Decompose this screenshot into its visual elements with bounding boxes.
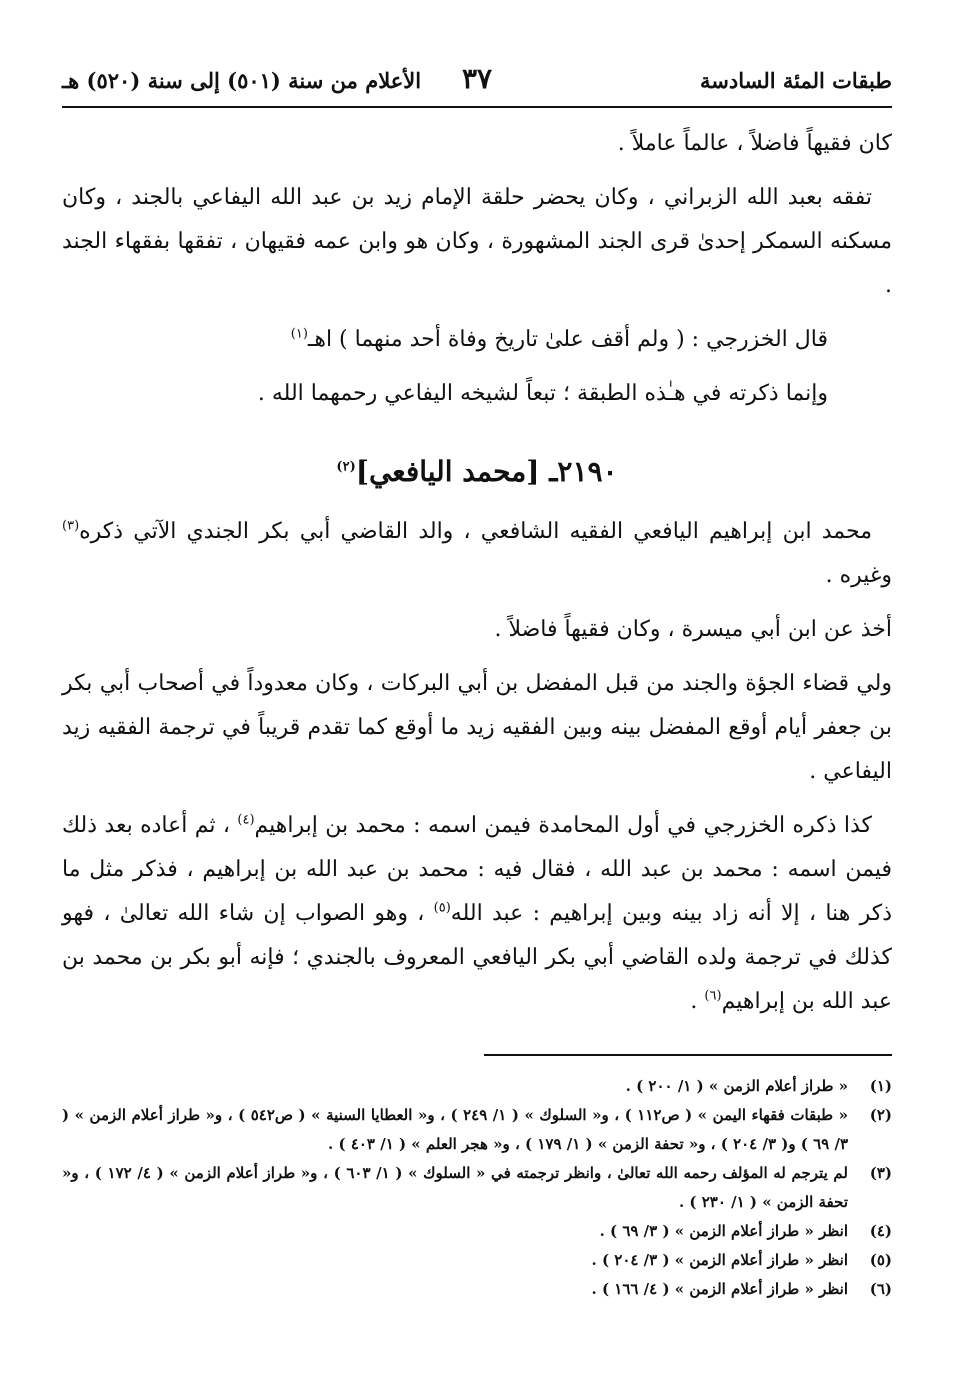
paragraph	[62, 122, 892, 166]
footnote-text: انظر « طراز أعلام الزمن » ( ٣/ ٢٠٤ ) .	[591, 1251, 848, 1269]
running-header	[62, 62, 892, 98]
paragraph	[62, 372, 892, 416]
footnote-text: انظر « طراز أعلام الزمن » ( ٣/ ٦٩ ) .	[599, 1222, 848, 1240]
main-text	[62, 122, 892, 1034]
paragraph	[62, 662, 892, 794]
paragraph	[62, 510, 892, 598]
paragraph-text: محمد ابن إبراهيم اليافعي الفقيه الشافعي ، والد القاضي أبي بكر الجندي الآتي ذكره	[79, 519, 872, 544]
footnote-divider	[484, 1054, 892, 1056]
footnote-text: انظر « طراز أعلام الزمن » ( ٤/ ١٦٦ ) .	[591, 1280, 848, 1298]
footnote-number: (٣)	[869, 1164, 892, 1182]
paragraph-text: كذا ذكره الخزرجي في أول المحامدة فيمن اسمه : محمد بن إبراهيم	[254, 813, 873, 838]
footnote-ref[interactable]: (٣)	[62, 518, 80, 534]
paragraph-text: قال الخزرجي : ( ولم أقف علىٰ تاريخ وفاة أحد منهما ) اهـ	[307, 327, 828, 352]
footnotes	[62, 1072, 892, 1304]
header-divider	[62, 106, 892, 108]
header-years-range: الأعلام من سنة (٥٠١) إلى سنة (٥٢٠) هـ	[62, 68, 422, 93]
paragraph	[62, 608, 892, 652]
paragraph	[62, 318, 892, 362]
footnote-text: « طبقات فقهاء اليمن » ( ص١١٢ ) ، و« السلوك » ( ١/ ٢٤٩ ) ، و« العطايا السنية » ( ص٥٤٢ ) ، و« طراز أعلام الزمن » ( ٣/ ٦٩ ) و( ٣/ ٢٠٤ ) ، و« تحفة الزمن » ( ١/ ١٧٩ ) ، و« هجر العلم » ( ١/ ٤٠٣ ) .	[62, 1106, 849, 1153]
footnote-item	[62, 1101, 892, 1159]
paragraph-text: ، وهو الصواب إن شاء الله تعالىٰ ، فهو كذلك في ترجمة ولده القاضي أبي بكر اليافعي المعروف بالجندي ؛ فإنه أبو بكر بن محمد بن عبد الله بن إبراهيم	[62, 901, 892, 1014]
footnote-item	[62, 1072, 892, 1101]
footnote-item	[62, 1217, 892, 1246]
paragraph-text: وإنما ذكرته في هـٰذه الطبقة ؛ تبعاً لشيخه اليفاعي رحمهما الله .	[257, 381, 828, 406]
footnote-ref[interactable]: (٤)	[237, 812, 255, 828]
footnote-text: « طراز أعلام الزمن » ( ١/ ٢٠٠ ) .	[625, 1077, 848, 1095]
paragraph-text: وغيره .	[825, 563, 892, 588]
footnote-ref[interactable]: (٦)	[704, 988, 722, 1004]
header-book-section: طبقات المئة السادسة	[699, 68, 892, 93]
footnote-ref[interactable]: (٢)	[336, 459, 356, 475]
footnote-item	[62, 1159, 892, 1217]
page-number: ٣٧	[461, 62, 493, 95]
paragraph-text: كان فقيهاً فاضلاً ، عالماً عاملاً .	[617, 131, 892, 156]
paragraph	[62, 176, 892, 308]
entry-title-text: ٢١٩٠ـ [محمد اليافعي]	[355, 455, 618, 488]
paragraph-text: .	[690, 989, 705, 1014]
footnote-ref[interactable]: (١)	[290, 326, 308, 342]
footnote-item	[62, 1275, 892, 1304]
footnote-number: (٥)	[869, 1251, 892, 1269]
footnote-number: (٢)	[869, 1106, 892, 1124]
footnote-text: لم يترجم له المؤلف رحمه الله تعالىٰ ، وانظر ترجمته في « السلوك » ( ١/ ٦٠٣ ) ، و« طراز أعلام الزمن » ( ٤/ ١٧٢ ) ، و« تحفة الزمن » ( ١/ ٢٣٠ ) .	[62, 1164, 848, 1211]
paragraph-text: أخذ عن ابن أبي ميسرة ، وكان فقيهاً فاضلاً .	[494, 617, 892, 642]
footnote-number: (٤)	[869, 1222, 892, 1240]
footnote-ref[interactable]: (٥)	[433, 900, 451, 916]
paragraph-text: ، ثم أعاده بعد ذلك فيمن اسمه : محمد بن عبد الله ، فقال فيه : محمد بن عبد الله بن إبراهيم ، فذكر مثل ما ذكر هنا ، إلا أنه زاد بينه وبين إبراهيم : عبد الله	[62, 813, 892, 926]
entry-title	[62, 448, 892, 496]
footnote-number: (٦)	[869, 1280, 892, 1298]
footnote-number: (١)	[869, 1077, 892, 1095]
footnote-item	[62, 1246, 892, 1275]
paragraph	[62, 804, 892, 1024]
paragraph-text: تفقه بعبد الله الزبراني ، وكان يحضر حلقة الإمام زيد بن عبد الله اليفاعي بالجند ، وكان مسكنه السمكر إحدىٰ قرى الجند المشهورة ، وكان هو وابن عمه فقيهان ، تفقها بفقهاء الجند .	[62, 185, 892, 298]
paragraph-text: ولي قضاء الجؤة والجند من قبل المفضل بن أبي البركات ، وكان معدوداً في أصحاب أبي بكر بن جعفر أيام أوقع المفضل بينه وبين الفقيه زيد ما أوقع كما تقدم قريباً في ترجمة الفقيه زيد اليفاعي .	[62, 671, 892, 784]
